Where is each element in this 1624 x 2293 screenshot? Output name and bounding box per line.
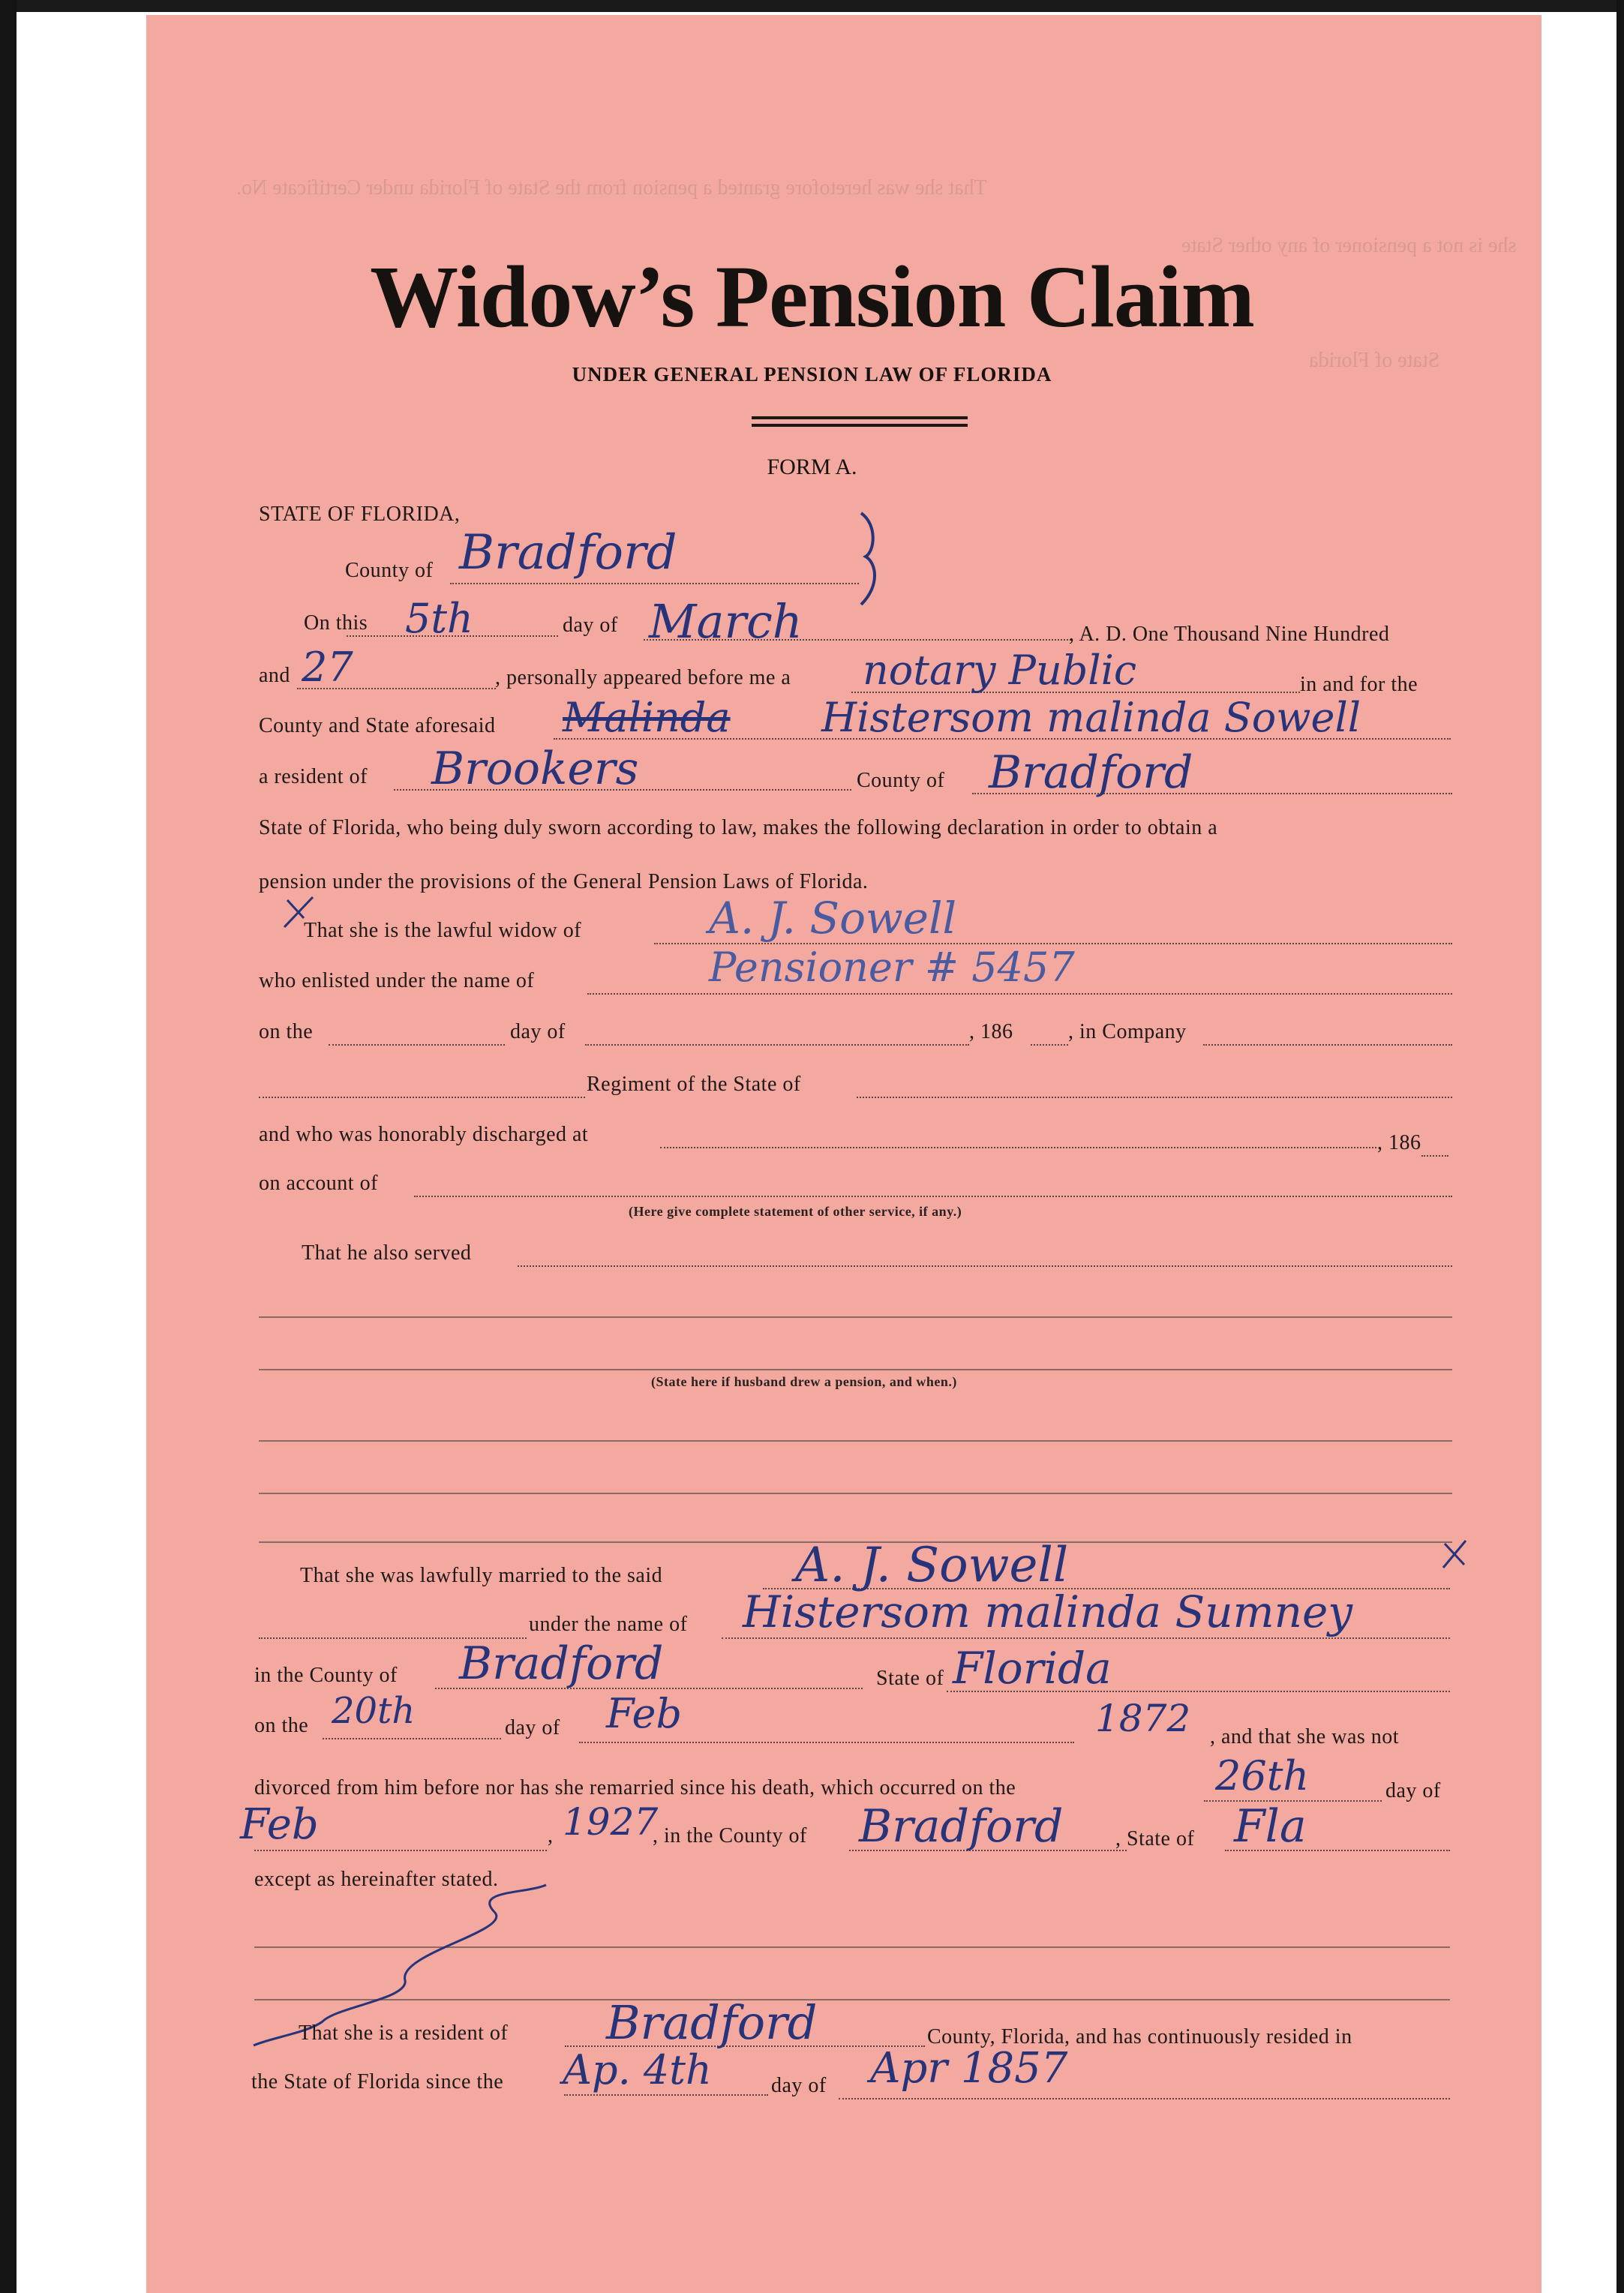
enlist-year-dots [1031, 1044, 1068, 1046]
regiment-label: Regiment of the State of [587, 1073, 801, 1096]
married-label: That she was lawfully married to the said [300, 1564, 663, 1587]
marriage-day-dots [323, 1738, 501, 1739]
on-this-label: On this [304, 611, 368, 635]
discharged-label: and who was honorably discharged at [259, 1123, 589, 1146]
form-name: FORM A. [767, 455, 857, 479]
death-month-dots [254, 1850, 547, 1851]
scan-top-border [0, 0, 1624, 12]
residence-county-value: Bradford [989, 746, 1193, 799]
service-line-1 [259, 1316, 1452, 1318]
marriage-year-value: 1872 [1095, 1697, 1191, 1740]
discharged-year-dots [1421, 1155, 1448, 1157]
month-value: March [649, 594, 803, 649]
residence-value: Brookers [431, 743, 639, 795]
claimant-name-value: Histersom malinda Sowell [821, 694, 1361, 741]
day-of4-label: day of [1385, 1779, 1441, 1802]
account-dots [414, 1196, 1452, 1197]
discharged-dots [660, 1147, 1376, 1148]
and-label: and [259, 664, 290, 687]
account-label: on account of [259, 1172, 378, 1195]
brace-mark [855, 510, 885, 608]
except-label: except as hereinafter stated. [254, 1868, 499, 1891]
on-the-label: on the [259, 1020, 314, 1043]
widow-label: That she is the lawful widow of [304, 919, 582, 942]
death-day-value: 26th [1215, 1752, 1310, 1799]
marriage-day-value: 20th [332, 1690, 416, 1732]
state-label: STATE OF FLORIDA, [259, 503, 461, 526]
resident-county-value: Bradford [606, 1995, 818, 2050]
since-label: the State of Florida since the [251, 2070, 504, 2093]
pension-text: pension under the provisions of the General Pension Laws of Florida. [259, 870, 869, 893]
struck-name-value: Malinda [563, 694, 731, 741]
county-state-label: County and State aforesaid [259, 714, 496, 737]
marriage-month-dots [579, 1742, 1074, 1743]
form-subtitle: UNDER GENERAL PENSION LAW OF FLORIDA [572, 363, 1052, 386]
pension-line-2 [259, 1493, 1452, 1494]
enlisted-label: who enlisted under the name of [259, 969, 535, 992]
day-of-label: day of [563, 614, 618, 637]
company-label: , in Company [1068, 1020, 1187, 1043]
regiment-dots [259, 1097, 585, 1098]
married-value: A. J. Sowell [795, 1538, 1069, 1593]
note-other-service: (Here give complete statement of other service, if any.) [629, 1204, 962, 1219]
marriage-state-value: Florida [953, 1643, 1112, 1694]
enlist-month-dots [585, 1044, 969, 1046]
death-state-value: Fla [1234, 1800, 1307, 1853]
enlisted-dots [587, 993, 1452, 995]
state-of-label: State of [876, 1667, 944, 1690]
not-divorced-label: , and that she was not [1210, 1725, 1400, 1748]
on-the2-label: on the [254, 1714, 309, 1737]
death-county-label: , in the County of [653, 1824, 807, 1847]
pension-line-1 [259, 1440, 1452, 1442]
marriage-county-value: Bradford [459, 1637, 664, 1690]
also-served-label: That he also served [302, 1241, 472, 1265]
divorced-text: divorced from him before nor has she remarried since his death, which occurred on the [254, 1776, 1016, 1799]
county-label: County of [345, 559, 434, 582]
company-dots [1203, 1044, 1452, 1046]
death-year-value: 1927 [563, 1800, 659, 1844]
husband-value: A. J. Sowell [709, 893, 957, 944]
marriage-month-value: Feb [606, 1690, 683, 1737]
maiden-name-value: Histersom malinda Sumney [743, 1586, 1353, 1637]
death-month-value: Feb [240, 1800, 319, 1849]
since-date-dots [839, 2098, 1450, 2099]
year-value: 27 [302, 644, 353, 691]
ad-label: , A. D. One Thousand Nine Hundred [1069, 623, 1390, 646]
resident2-label: That she is a resident of [299, 2021, 509, 2045]
state-of2-label: , State of [1115, 1827, 1195, 1850]
officer-value: notary Public [863, 647, 1137, 694]
title-rule-bottom [752, 424, 968, 427]
death-county-value: Bradford [859, 1800, 1064, 1853]
service-line-2 [259, 1369, 1452, 1370]
title-rule-top [752, 416, 968, 419]
day-of3-label: day of [505, 1716, 560, 1739]
day-of2-label: day of [510, 1020, 566, 1043]
year-comma: , [548, 1824, 554, 1847]
resident-label: a resident of [259, 765, 368, 788]
county-value: Bradford [459, 525, 677, 581]
resided-label: County, Florida, and has continuously resided in [927, 2025, 1352, 2048]
declaration-text: State of Florida, who being duly sworn according to law, makes the following declaration in order to obtain a [259, 816, 1218, 839]
pension-form-paper: That she was heretofore granted a pension from the State of Florida under Certificate No. she is not a pensioner of any other State State of Florida [146, 15, 1541, 2293]
enlist-day-dots [329, 1044, 505, 1046]
year-186-label: , 186 [969, 1020, 1013, 1043]
appeared-label: , personally appeared before me a [495, 666, 791, 689]
margin-x-mark [1440, 1538, 1470, 1571]
since-date-value: Apr 1857 [870, 2044, 1068, 2093]
under-name-label: under the name of [529, 1613, 688, 1636]
county-dots [450, 583, 859, 584]
year-186b-label: , 186 [1377, 1131, 1421, 1154]
day-value: 5th [405, 595, 473, 642]
day-of5-label: day of [771, 2074, 827, 2097]
regiment-state-dots [857, 1097, 1452, 1098]
form-title: Widow’s Pension Claim [370, 248, 1254, 346]
note-pension: (State here if husband drew a pension, and when.) [651, 1374, 957, 1389]
maiden-name-dots [722, 1637, 1450, 1639]
since-day-value: Ap. 4th [563, 2046, 712, 2093]
enlisted-value: Pensioner # 5457 [709, 944, 1075, 991]
also-served-dots [518, 1265, 1452, 1267]
in-county-label: in the County of [254, 1664, 398, 1687]
county-of-label: County of [857, 769, 945, 792]
in-and-for-label: in and for the [1300, 673, 1418, 696]
since-day-dots [564, 2094, 768, 2096]
